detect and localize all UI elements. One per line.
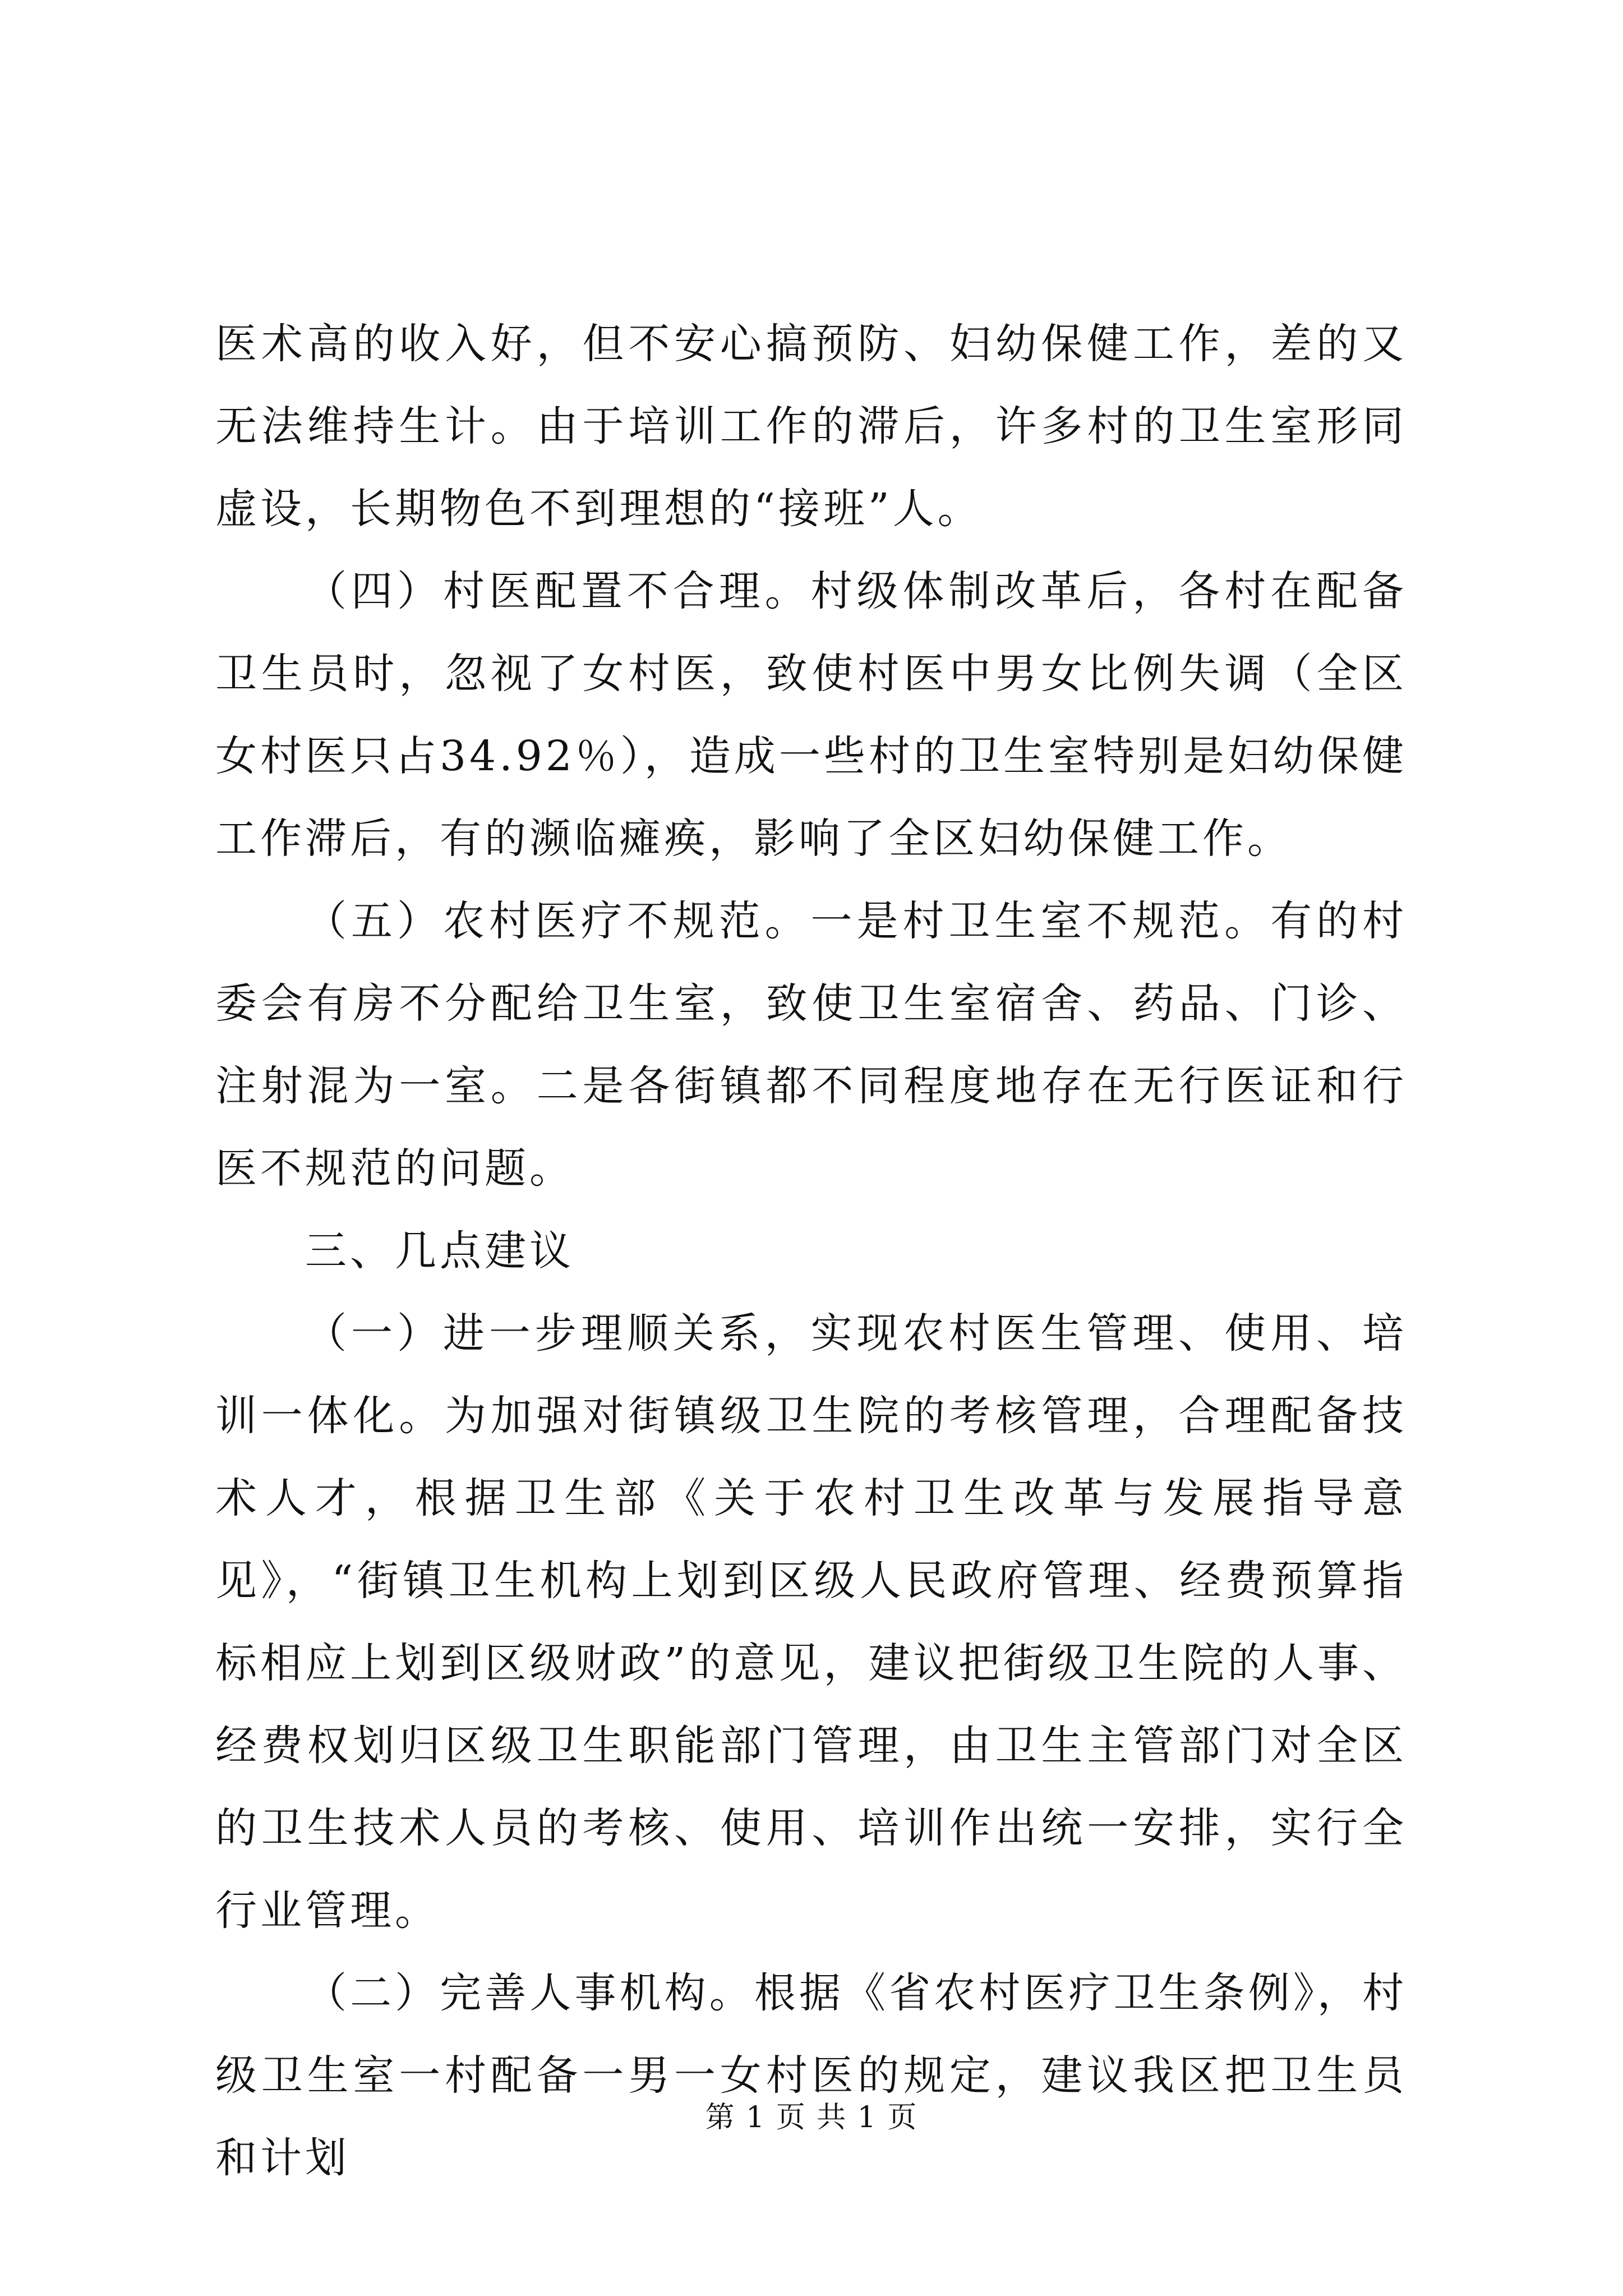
- paragraph-continuation: 医术高的收入好，但不安心搞预防、妇幼保健工作，差的又无法维持生计。由于培训工作的滞后，许多村的卫生室形同虚设，长期物色不到理想的“接班”人。: [215, 320, 1407, 533]
- section-heading-suggestions: 三、几点建议: [305, 1227, 574, 1275]
- paragraph-suggestion-1: （一）进一步理顺关系，实现农村医生管理、使用、培训一体化。为加强对街镇级卫生院的考核管理，合理配备技术人才，根据卫生部《关于农村卫生改革与发展指导意见》，“街镇卫生机构上划到区级人民政府管理、经费预算指标相应上划到区级财政”的意见，建议把街级卫生院的人事、经费权划归区级卫生职能部门管理，由卫生主管部门对全区的卫生技术人员的考核、使用、培训作出统一安排，实行全行业管理。: [215, 1309, 1407, 1935]
- page-footer: 第 1 页 共 1 页: [705, 2101, 918, 2134]
- document-body: [215, 303, 1407, 2200]
- paragraph-section-5: （五）农村医疗不规范。一是村卫生室不规范。有的村委会有房不分配给卫生室，致使卫生室宿舍、药品、门诊、注射混为一室。二是各街镇都不同程度地存在无行医证和行医不规范的问题。: [215, 897, 1407, 1193]
- paragraph-section-4: （四）村医配置不合理。村级体制改革后，各村在配备卫生员时，忽视了女村医，致使村医中男女比例失调（全区女村医只占34.92％），造成一些村的卫生室特别是妇幼保健工作滞后，有的濒临瘫痪，影响了全区妇幼保健工作。: [215, 567, 1407, 863]
- paragraph-suggestion-2: （二）完善人事机构。根据《省农村医疗卫生条例》，村级卫生室一村配备一男一女村医的规定，建议我区把卫生员和计划: [215, 1969, 1407, 2182]
